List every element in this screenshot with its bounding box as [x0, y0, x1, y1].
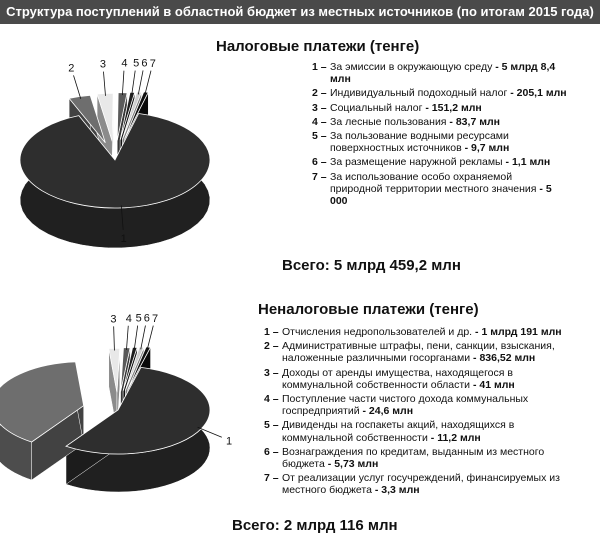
- legend-value: 205,1 млн: [516, 87, 567, 100]
- legend-item: 7 – За использование особо охраняемой природной территории местного значения - 5 000: [312, 170, 552, 208]
- legend-item: 5 – За пользование водными ресурсами поверхностных источников - 9,7 млн: [312, 130, 510, 155]
- callout-number: 6: [143, 312, 150, 325]
- legend-label: За пользование водными ресурсами поверхностных источников: [330, 130, 509, 155]
- legend-value: 836,52 млн: [479, 352, 536, 365]
- legend-number: 5 –: [312, 130, 327, 143]
- legend-label: За лесные пользования: [330, 115, 447, 128]
- callout-number: 3: [99, 58, 106, 71]
- legend-number: 7 –: [312, 170, 327, 183]
- legend-item: 6 – За размещение наружной рекламы - 1,1 млн: [312, 156, 551, 169]
- callout-line: [141, 325, 146, 349]
- legend-item: 4 – Поступление части чистого дохода коммунальных госпредприятий - 24,6 млн: [264, 393, 529, 418]
- legend-value: 83,7 млн: [455, 115, 500, 128]
- legend-number: 3 –: [264, 366, 279, 379]
- legend-value: 5 млрд 8,4 млн: [330, 61, 556, 86]
- callout-number: 4: [125, 312, 132, 325]
- callout-number: 5: [133, 57, 140, 70]
- legend-number: 4 –: [312, 115, 327, 128]
- callout-number: 7: [149, 57, 156, 70]
- legend-number: 6 –: [312, 156, 327, 169]
- callout-line: [147, 326, 153, 350]
- legend-item: 4 – За лесные пользования - 83,7 млн: [312, 115, 500, 128]
- legend-label: Поступление части чистого дохода коммунальных госпредприятий: [282, 393, 529, 418]
- legend-item: 1 – За эмиссии в окружающую среду - 5 млрд 8,4 млн: [312, 61, 556, 86]
- legend-item: 6 – Вознаграждения по кредитам, выданным из местного бюджета - 5,73 млн: [264, 445, 545, 471]
- legend-label: За размещение наружной рекламы: [330, 156, 503, 169]
- legend-label: Доходы от аренды имущества, находящегося в коммунальной собственности области: [282, 366, 513, 391]
- callout-number: 1: [120, 232, 127, 245]
- chart-title-nontax: Неналоговые платежи (тенге): [258, 301, 479, 318]
- legend-label: Административные штрафы, пени, санкции, взыскания, наложенные различными госорганами: [282, 340, 555, 365]
- page-header: Структура поступлений в областной бюджет из местных источников (по итогам 2015 года): [0, 0, 600, 24]
- callout-number: 7: [152, 312, 159, 325]
- legend-value: 1 млрд 191 млн: [481, 326, 562, 338]
- legend-value: 24,6 млн: [368, 405, 414, 418]
- legend-value: 151,2 млн: [431, 101, 482, 114]
- legend-number: 2 –: [312, 87, 327, 100]
- callout-number: 2: [68, 62, 75, 75]
- legend-label: Социальный налог: [330, 101, 423, 114]
- legend-number: 7 –: [264, 472, 279, 485]
- legend-value: 41 млн: [479, 378, 515, 391]
- total-nontax: Всего: 2 млрд 116 млн: [232, 517, 398, 534]
- callout-number: 5: [135, 312, 142, 325]
- legend-value: 3,3 млн: [381, 484, 420, 497]
- legend-item: 2 – Административные штрафы, пени, санкции, взыскания, наложенные различными госорганами - 836,52 млн: [264, 340, 555, 365]
- legend-label: Дивиденды на госпакеты акций, находящихся в коммунальной собственности: [282, 419, 515, 444]
- legend-item: 1 – Отчисления недропользователей и др. - 1 млрд 191 млн: [264, 326, 562, 338]
- callout-number: 6: [141, 57, 148, 70]
- legend-number: 1 –: [264, 326, 279, 338]
- legend-value: 11,2 млн: [437, 431, 481, 444]
- legend-label: За использование особо охраняемой природной территории местного значения: [330, 170, 537, 195]
- total-tax: Всего: 5 млрд 459,2 млн: [282, 257, 461, 274]
- legend-item: 5 – Дивиденды на госпакеты акций, находящихся в коммунальной собственности - 11,2 млн: [264, 419, 515, 444]
- legend-item: 7 – От реализации услуг госучреждений, финансируемых из местного бюджета - 3,3 млн: [264, 472, 560, 497]
- legend-label: Вознаграждения по кредитам, выданным из местного бюджета: [282, 445, 545, 471]
- callout-number: 1: [226, 435, 233, 448]
- legend-label: Отчисления недропользователей и др.: [282, 326, 473, 338]
- legend-item: 3 – Доходы от аренды имущества, находящегося в коммунальной собственности области - 41 млн: [264, 366, 515, 391]
- callout-line: [114, 326, 115, 350]
- callout-line: [134, 326, 137, 350]
- legend-value: 9,7 млн: [471, 142, 510, 155]
- legend-number: 4 –: [264, 393, 279, 406]
- legend-number: 2 –: [264, 340, 279, 353]
- callout-number: 4: [121, 57, 128, 70]
- legend-nontax: [264, 326, 564, 499]
- callout-line: [126, 326, 128, 350]
- legend-value: 1,1 млн: [511, 156, 551, 169]
- legend-item: 2 – Индивидуальный подоходный налог - 205,1 млн: [312, 87, 567, 100]
- legend-label: За эмиссии в окружающую среду: [330, 61, 493, 73]
- legend-value: 5,73 млн: [334, 458, 379, 471]
- legend-label: От реализации услуг госучреждений, финансируемых из местного бюджета: [282, 472, 560, 497]
- legend-number: 6 –: [264, 445, 279, 458]
- chart-title-tax: Налоговые платежи (тенге): [216, 38, 420, 55]
- legend-item: 3 – Социальный налог - 151,2 млн: [312, 101, 482, 114]
- legend-number: 3 –: [312, 101, 327, 114]
- legend-number: 5 –: [264, 419, 279, 432]
- legend-number: 1 –: [312, 61, 327, 73]
- legend-label: Индивидуальный подоходный налог: [330, 87, 508, 100]
- legend-value: 5 000: [330, 182, 552, 208]
- callout-number: 3: [110, 313, 117, 326]
